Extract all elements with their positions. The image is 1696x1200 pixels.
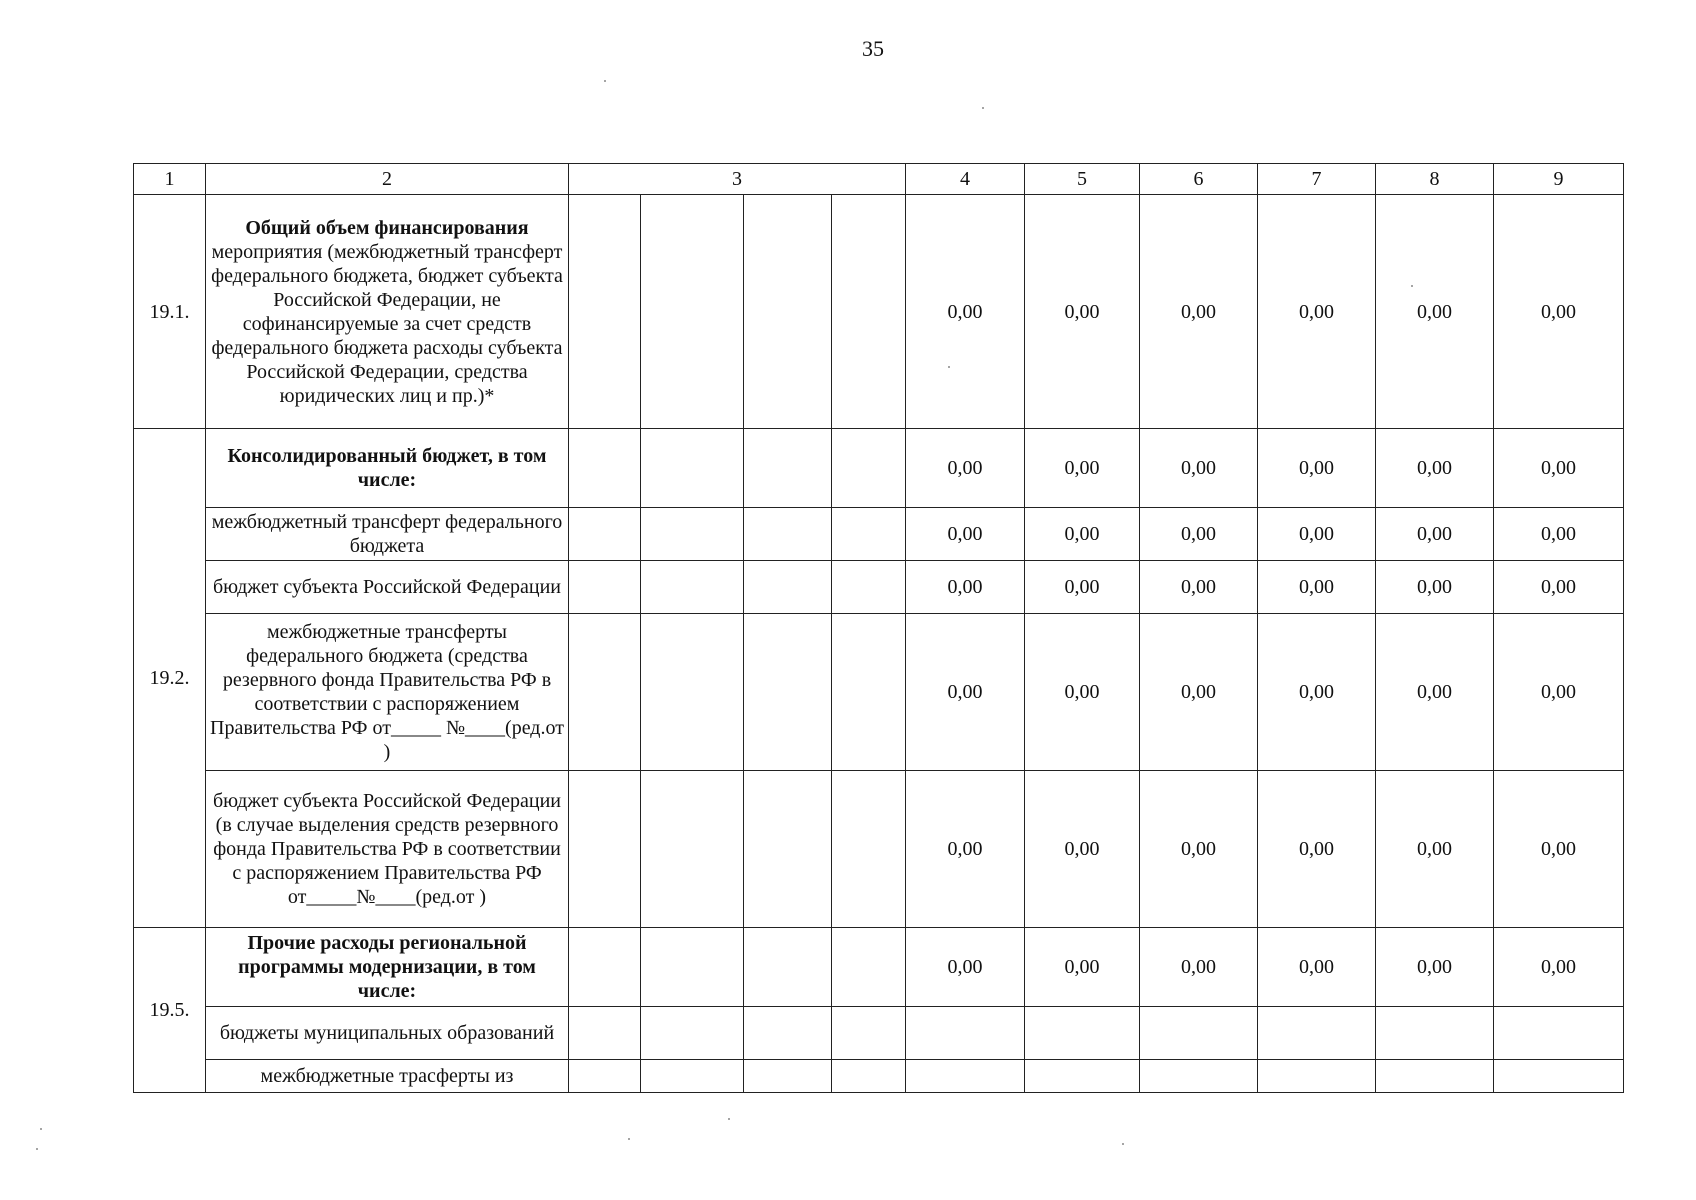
empty-cell — [906, 1007, 1025, 1060]
scan-speck — [1122, 1143, 1124, 1145]
row-code: 19.1. — [134, 195, 206, 429]
empty-cell — [744, 1060, 832, 1093]
row-description: бюджеты муниципальных образований — [206, 1007, 569, 1060]
empty-cell — [569, 561, 641, 614]
value-cell: 0,00 — [1258, 195, 1376, 429]
empty-cell — [1494, 1060, 1624, 1093]
header-cell: 8 — [1376, 164, 1494, 195]
empty-cell — [832, 429, 906, 508]
value-cell: 0,00 — [906, 771, 1025, 928]
value-cell: 0,00 — [1376, 429, 1494, 508]
header-cell: 9 — [1494, 164, 1624, 195]
empty-cell — [832, 1007, 906, 1060]
empty-cell — [569, 1060, 641, 1093]
empty-cell — [641, 614, 744, 771]
budget-table — [133, 163, 1624, 1093]
empty-cell — [569, 195, 641, 429]
value-cell: 0,00 — [906, 508, 1025, 561]
value-cell: 0,00 — [1494, 928, 1624, 1007]
value-cell: 0,00 — [906, 614, 1025, 771]
table-row — [134, 1007, 1624, 1060]
value-cell: 0,00 — [1140, 561, 1258, 614]
row-description: бюджет субъекта Российской Федерации (в случае выделения средств резервного фонда Правительства РФ в соответствии с распоряжением Правительства РФ от_____№____(ред.от ) — [206, 771, 569, 928]
empty-cell — [744, 928, 832, 1007]
value-cell: 0,00 — [1140, 928, 1258, 1007]
row-code: 19.2. — [134, 429, 206, 928]
header-cell: 4 — [906, 164, 1025, 195]
scan-speck — [36, 1148, 38, 1150]
empty-cell — [744, 195, 832, 429]
empty-cell — [832, 614, 906, 771]
empty-cell — [569, 1007, 641, 1060]
empty-cell — [832, 508, 906, 561]
empty-cell — [1025, 1007, 1140, 1060]
value-cell: 0,00 — [1025, 928, 1140, 1007]
scan-speck — [728, 1118, 730, 1120]
empty-cell — [641, 928, 744, 1007]
empty-cell — [641, 508, 744, 561]
row-description: межбюджетный трансферт федерального бюджета — [206, 508, 569, 561]
empty-cell — [832, 561, 906, 614]
empty-cell — [569, 614, 641, 771]
value-cell: 0,00 — [1025, 614, 1140, 771]
value-cell: 0,00 — [1376, 771, 1494, 928]
value-cell: 0,00 — [1258, 771, 1376, 928]
scan-speck — [948, 366, 950, 368]
empty-cell — [641, 561, 744, 614]
header-cell: 6 — [1140, 164, 1258, 195]
empty-cell — [569, 508, 641, 561]
value-cell: 0,00 — [1140, 429, 1258, 508]
page-number: 35 — [862, 36, 884, 61]
empty-cell — [641, 1060, 744, 1093]
empty-cell — [569, 429, 641, 508]
value-cell: 0,00 — [1140, 508, 1258, 561]
value-cell: 0,00 — [1025, 429, 1140, 508]
empty-cell — [1140, 1060, 1258, 1093]
value-cell: 0,00 — [1376, 561, 1494, 614]
value-cell: 0,00 — [1258, 561, 1376, 614]
empty-cell — [569, 928, 641, 1007]
value-cell: 0,00 — [1258, 429, 1376, 508]
scan-speck — [1411, 285, 1413, 287]
empty-cell — [1258, 1007, 1376, 1060]
empty-cell — [641, 771, 744, 928]
value-cell: 0,00 — [906, 928, 1025, 1007]
value-cell: 0,00 — [1025, 771, 1140, 928]
value-cell: 0,00 — [906, 561, 1025, 614]
row-description-bold: Общий объем финансирования — [245, 216, 529, 239]
value-cell: 0,00 — [1376, 508, 1494, 561]
value-cell: 0,00 — [1140, 771, 1258, 928]
empty-cell — [641, 195, 744, 429]
empty-cell — [832, 928, 906, 1007]
row-code: 19.5. — [134, 928, 206, 1093]
value-cell: 0,00 — [1258, 614, 1376, 771]
empty-cell — [744, 771, 832, 928]
header-cell: 2 — [206, 164, 569, 195]
header-cell: 3 — [569, 164, 906, 195]
value-cell: 0,00 — [1376, 195, 1494, 429]
table-row — [134, 1060, 1624, 1093]
value-cell: 0,00 — [1025, 195, 1140, 429]
value-cell: 0,00 — [906, 195, 1025, 429]
table-row — [134, 614, 1624, 771]
empty-cell — [1494, 1007, 1624, 1060]
value-cell: 0,00 — [906, 429, 1025, 508]
row-description — [206, 195, 569, 429]
scan-speck — [40, 1128, 42, 1130]
value-cell: 0,00 — [1140, 614, 1258, 771]
header-row — [134, 164, 1624, 195]
empty-cell — [744, 429, 832, 508]
row-description-rest: мероприятия (межбюджетный трансферт федерального бюджета, бюджет субъекта Российской Федерации, не софинансируемые за счет средств федерального бюджета расходы субъекта Российской Федерации, средства юридических лиц и пр.)* — [211, 240, 563, 407]
empty-cell — [1025, 1060, 1140, 1093]
row-description: бюджет субъекта Российской Федерации — [206, 561, 569, 614]
scan-speck — [604, 80, 606, 82]
value-cell: 0,00 — [1494, 614, 1624, 771]
row-description: Прочие расходы региональной программы модернизации, в том числе: — [206, 928, 569, 1007]
value-cell: 0,00 — [1494, 508, 1624, 561]
row-description: межбюджетные трансферты федерального бюджета (средства резервного фонда Правительства РФ в соответствии с распоряжением Правительства РФ от_____ №____(ред.от ) — [206, 614, 569, 771]
header-cell: 5 — [1025, 164, 1140, 195]
empty-cell — [1140, 1007, 1258, 1060]
value-cell: 0,00 — [1494, 195, 1624, 429]
table-row — [134, 771, 1624, 928]
empty-cell — [641, 429, 744, 508]
empty-cell — [1376, 1007, 1494, 1060]
value-cell: 0,00 — [1025, 508, 1140, 561]
table-row — [134, 508, 1624, 561]
empty-cell — [744, 561, 832, 614]
value-cell: 0,00 — [1258, 508, 1376, 561]
value-cell: 0,00 — [1494, 771, 1624, 928]
empty-cell — [1376, 1060, 1494, 1093]
table-row — [134, 195, 1624, 429]
table-row — [134, 928, 1624, 1007]
table-row — [134, 561, 1624, 614]
scan-speck — [628, 1138, 630, 1140]
empty-cell — [832, 195, 906, 429]
empty-cell — [906, 1060, 1025, 1093]
empty-cell — [832, 1060, 906, 1093]
empty-cell — [744, 508, 832, 561]
value-cell: 0,00 — [1258, 928, 1376, 1007]
value-cell: 0,00 — [1376, 928, 1494, 1007]
empty-cell — [744, 1007, 832, 1060]
empty-cell — [744, 614, 832, 771]
empty-cell — [1258, 1060, 1376, 1093]
value-cell: 0,00 — [1025, 561, 1140, 614]
empty-cell — [569, 771, 641, 928]
header-cell: 7 — [1258, 164, 1376, 195]
row-description: межбюджетные трасферты из — [206, 1060, 569, 1093]
table-row — [134, 429, 1624, 508]
value-cell: 0,00 — [1494, 429, 1624, 508]
scan-speck — [982, 107, 984, 109]
row-description: Консолидированный бюджет, в том числе: — [206, 429, 569, 508]
empty-cell — [641, 1007, 744, 1060]
empty-cell — [832, 771, 906, 928]
value-cell: 0,00 — [1494, 561, 1624, 614]
value-cell: 0,00 — [1376, 614, 1494, 771]
value-cell: 0,00 — [1140, 195, 1258, 429]
header-cell: 1 — [134, 164, 206, 195]
